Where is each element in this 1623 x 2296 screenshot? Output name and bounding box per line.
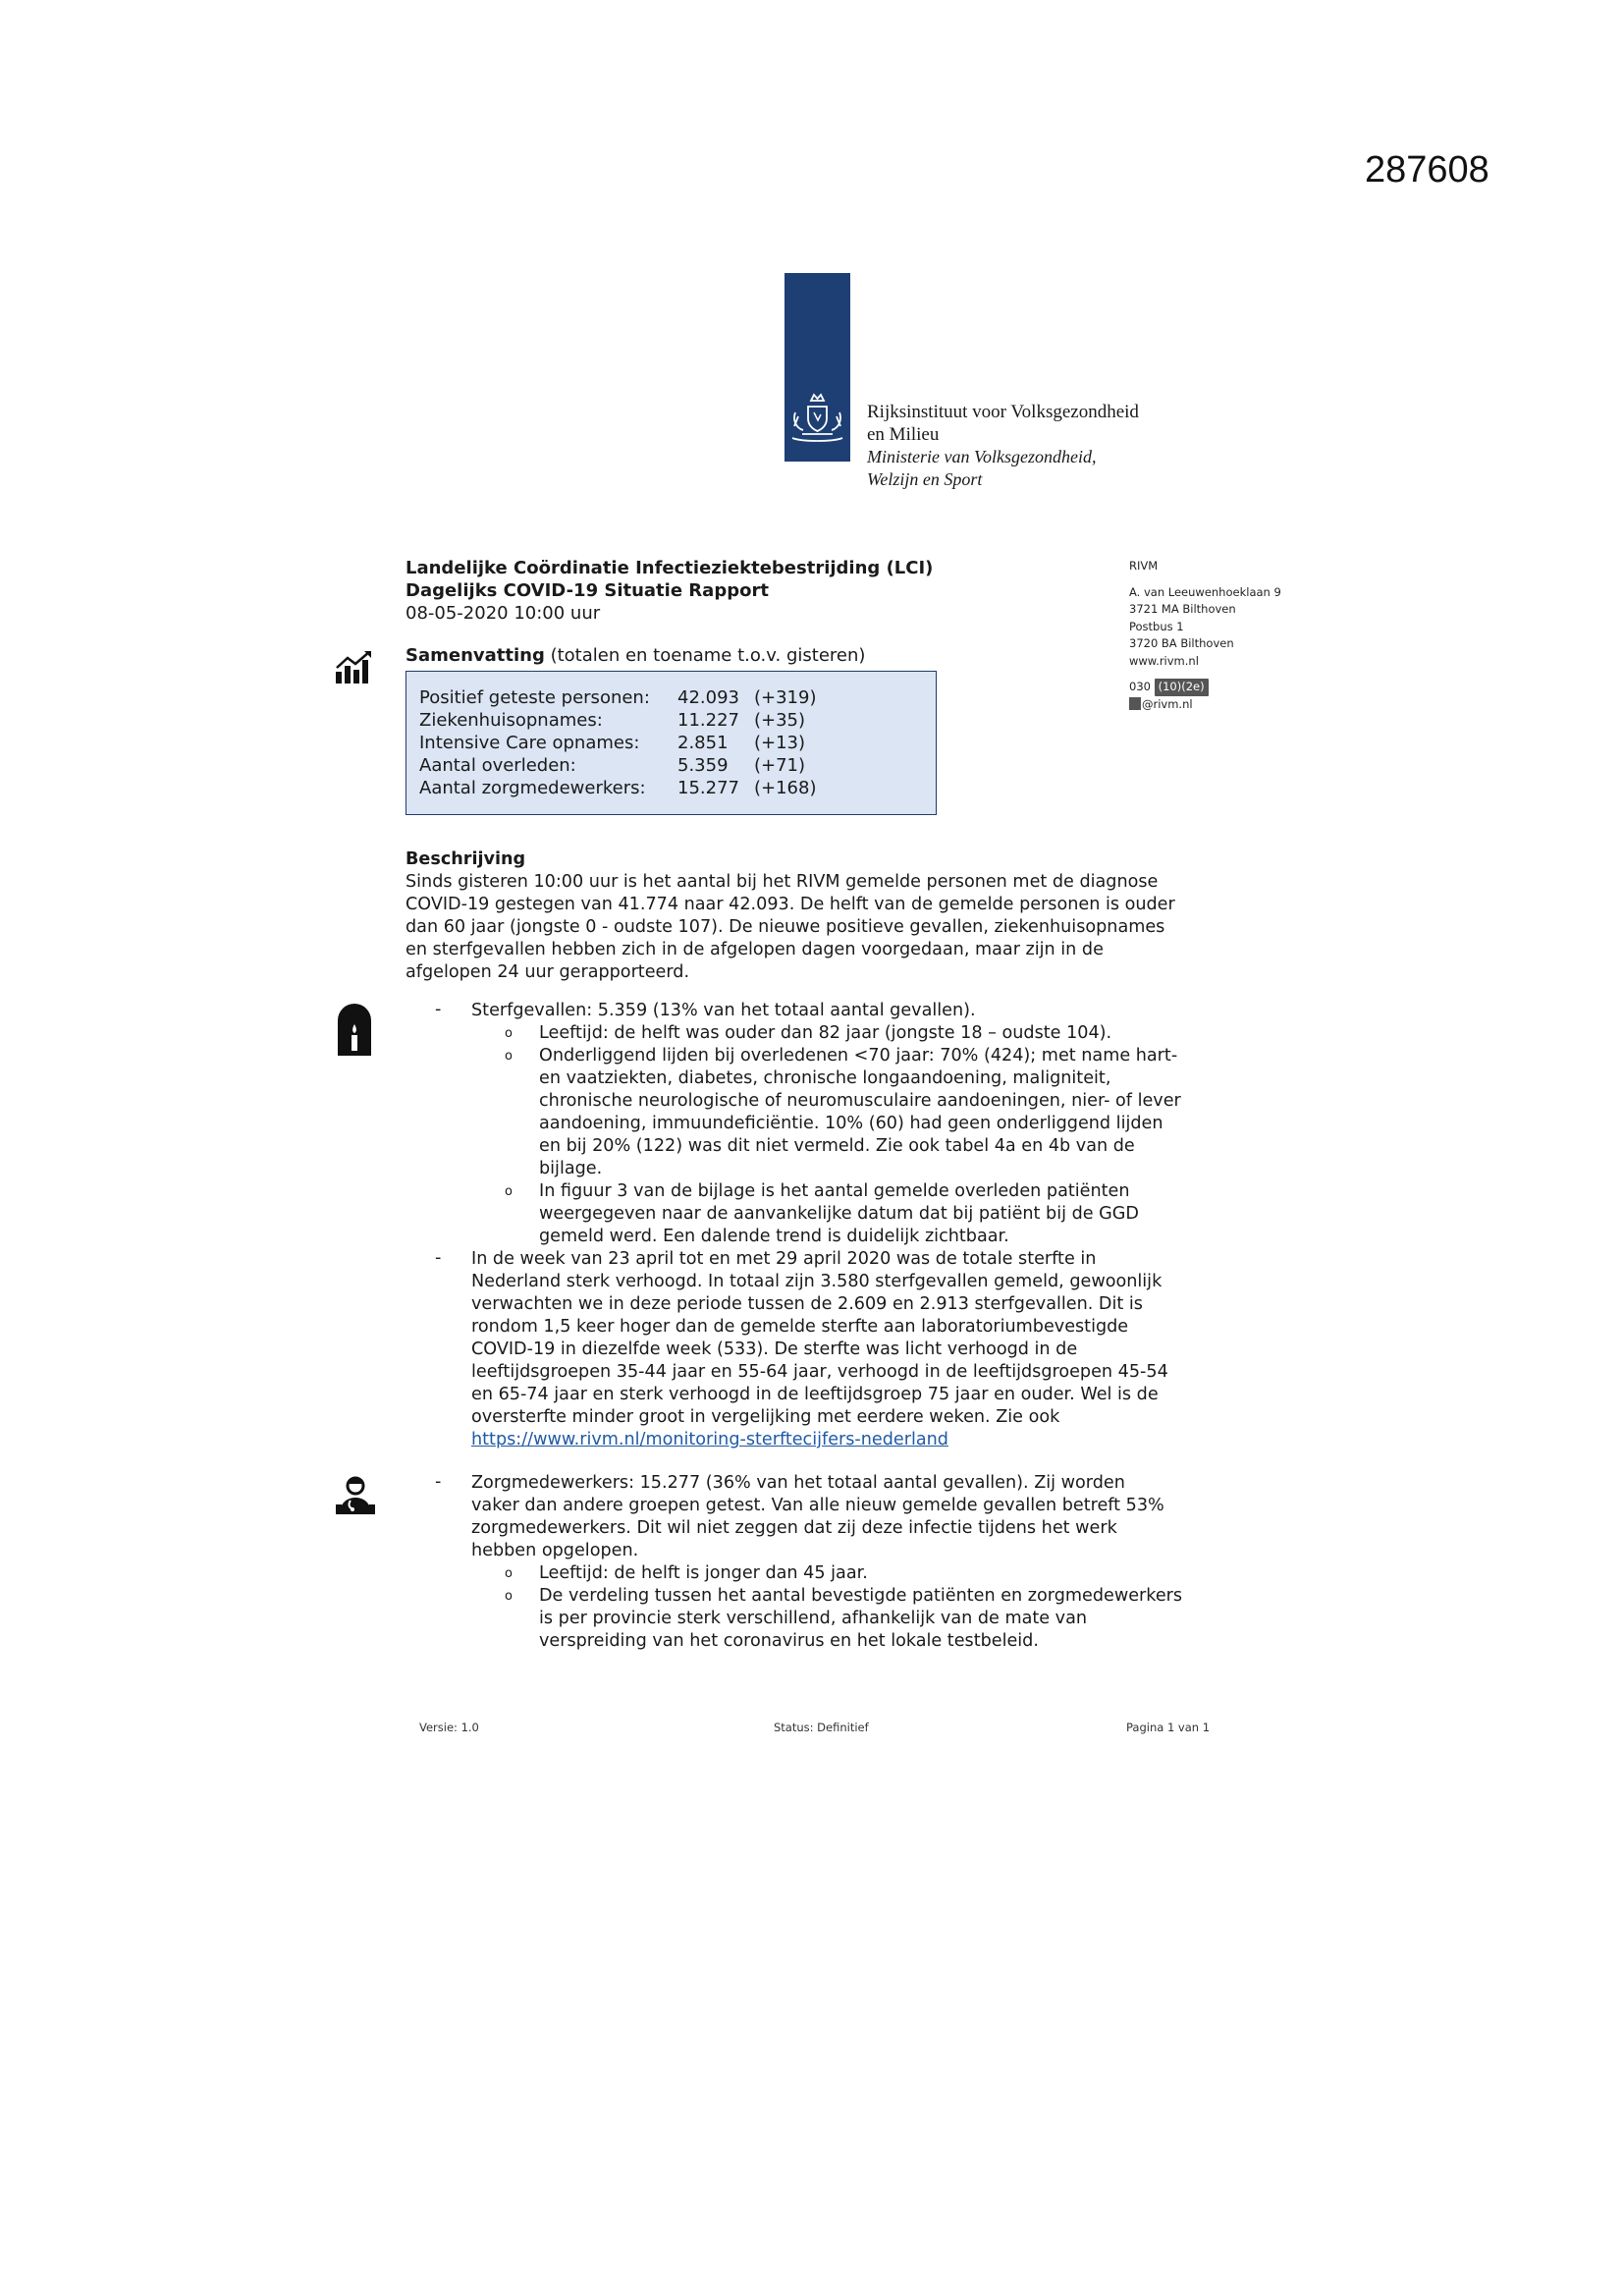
description-line: afgelopen 24 uur gerapporteerd.	[406, 962, 690, 982]
description-line: COVID-19 gestegen van 41.774 naar 42.093. De helft van de gemelde personen is ouder	[406, 895, 1175, 914]
address-block	[1129, 558, 1281, 713]
description-section	[406, 848, 1240, 984]
footer-version: Versie: 1.0	[419, 1721, 479, 1734]
footer-page: Pagina 1 van 1	[1126, 1721, 1211, 1734]
document-number: 287608	[1365, 149, 1489, 191]
description-line: Sinds gisteren 10:00 uur is het aantal bij het RIVM gemelde personen met de diagnose	[406, 872, 1159, 892]
report-datetime: 08-05-2020 10:00 uur	[406, 603, 601, 624]
bullet-marker: o	[505, 1589, 513, 1604]
deaths-comorbidity-item: Onderliggend lijden bij overledenen <70 jaar: 70% (424); met name hart- en vaatziekten, diabetes, chronische longaandoening, maligniteit, chronische neurologische of neuromusculaire aandoeningen, nier- of lever aandoening, immuundeficiëntie. 10% (60) had geen onderliggend lijden en bij 20% (122) was dit niet vermeld. Zie ook tabel 4a en 4b van de bijlage.	[539, 1046, 1181, 1178]
royal-emblem-icon	[784, 391, 850, 450]
bullet-marker: o	[505, 1026, 513, 1041]
org-line-1: Rijksinstituut voor Volksgezondheid	[867, 402, 1139, 422]
address-email: @rivm.nl	[1129, 696, 1281, 714]
description-title: Beschrijving	[406, 849, 526, 869]
address-org: RIVM	[1129, 559, 1159, 573]
description-line: dan 60 jaar (jongste 0 - oudste 107). De nieuwe positieve gevallen, ziekenhuisopnames	[406, 917, 1165, 937]
care-workers-distribution-item: De verdeling tussen het aantal bevestigde patiënten en zorgmedewerkers is per provincie sterk verschillend, afhankelijk van de mate van verspreiding van het coronavirus en het lokale testbeleid.	[539, 1586, 1183, 1651]
redaction-mark: (10)(2e)	[1155, 679, 1209, 696]
mortality-link[interactable]: https://www.rivm.nl/monitoring-sterftecijfers-nederland	[471, 1430, 948, 1449]
care-workers-paragraph: Zorgmedewerkers: 15.277 (36% van het totaal aantal gevallen). Zij worden vaker dan andere groepen getest. Van alle nieuw gemelde gevallen betreft 53% zorgmedewerkers. Dit wil niet zeggen dat zij deze infectie tijdens het werk hebben opgelopen.	[471, 1473, 1164, 1560]
address-web: www.rivm.nl	[1129, 653, 1199, 668]
summary-row: Intensive Care opnames: 2.851 (+13)	[419, 733, 806, 753]
redaction-block	[1129, 697, 1141, 710]
dash-marker: -	[435, 1248, 442, 1268]
org-line-2: en Milieu	[867, 424, 940, 445]
bullet-marker: o	[505, 1184, 513, 1199]
report-title-2: Dagelijks COVID-19 Situatie Rapport	[406, 580, 769, 601]
address-street: A. van Leeuwenhoeklaan 9	[1129, 584, 1281, 599]
care-workers-age-item: Leeftijd: de helft is jonger dan 45 jaar.	[539, 1563, 868, 1583]
deaths-line: Sterfgevallen: 5.359 (13% van het totaal aantal gevallen).	[471, 1001, 976, 1020]
deaths-age-item: Leeftijd: de helft was ouder dan 82 jaar (jongste 18 – oudste 104).	[539, 1023, 1112, 1043]
description-line: en sterfgevallen hebben zich in de afgelopen dagen voorgedaan, maar zijn in de	[406, 940, 1104, 959]
footer-status: Status: Definitief	[774, 1721, 869, 1734]
address-phone: 030 (10)(2e)	[1129, 679, 1281, 696]
statistics-chart-icon	[334, 650, 373, 685]
summary-row: Aantal zorgmedewerkers: 15.277 (+168)	[419, 778, 817, 798]
address-zip: 3721 MA Bilthoven	[1129, 602, 1236, 616]
summary-heading: Samenvatting (totalen en toename t.o.v. gisteren)	[406, 645, 866, 666]
bullet-marker: o	[505, 1566, 513, 1581]
dash-marker: -	[435, 1472, 442, 1492]
summary-row: Ziekenhuisopnames: 11.227 (+35)	[419, 710, 806, 731]
summary-row: Positief geteste personen: 42.093 (+319)	[419, 687, 817, 708]
org-line-3: Ministerie van Volksgezondheid,	[867, 447, 1097, 466]
deaths-trend-item: In figuur 3 van de bijlage is het aantal gemelde overleden patiënten weergegeven naar de aanvankelijke datum dat bij patiënt bij de GGD gemeld werd. Een dalende trend is duidelijk zichtbaar.	[539, 1181, 1139, 1246]
org-line-4: Welzijn en Sport	[867, 469, 983, 489]
report-header	[406, 557, 933, 625]
address-postzip: 3720 BA Bilthoven	[1129, 636, 1234, 650]
bullet-marker: o	[505, 1049, 513, 1064]
mortality-paragraph: In de week van 23 april tot en met 29 april 2020 was de totale sterfte in Nederland sterk verhoogd. In totaal zijn 3.580 sterfgevallen gemeld, gewoonlijk verwachten we in deze periode tussen de 2.609 en 2.913 sterfgevallen. Dit is rondom 1,5 keer hoger dan de gemelde sterfte aan laboratoriumbevestigde COVID-19 in diezelfde week (533). De sterfte was licht verhoogd in de leeftijdsgroepen 35-44 jaar en 55-64 jaar, verhoogd in de leeftijdsgroepen 45-54 en 65-74 jaar en sterk verhoogd in de leeftijdsgroep 75 jaar en ouder. Wel is de oversterfte minder groot in vergelijking met eerdere weken. Zie ook https://www.rivm.nl/monitoring-sterftecijfers-nederland	[471, 1249, 1168, 1449]
gravestone-candle-icon	[334, 1003, 375, 1056]
care-workers-icon	[334, 1475, 377, 1514]
summary-row: Aantal overleden: 5.359 (+71)	[419, 755, 806, 776]
report-title-1: Landelijke Coördinatie Infectieziektebestrijding (LCI)	[406, 558, 934, 578]
dash-marker: -	[435, 1000, 442, 1019]
organization-name	[867, 401, 1139, 491]
summary-box	[406, 671, 937, 815]
address-postbus: Postbus 1	[1129, 619, 1184, 633]
